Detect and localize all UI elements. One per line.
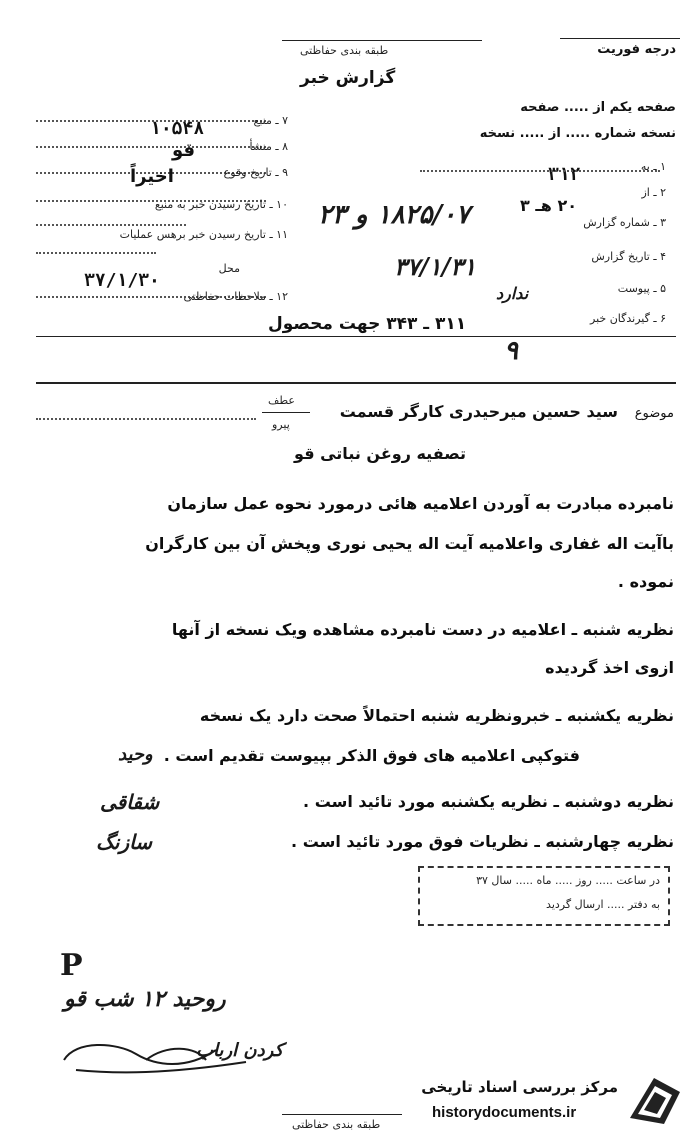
archive-url[interactable]: historydocuments.ir (432, 1104, 577, 1121)
field-label-to: ۱ ـ به (640, 160, 666, 173)
field-value-event-date: اخیراً (130, 166, 174, 187)
field-value-origin: قو (172, 140, 196, 161)
body-para1-line2: باآیت اله غفاری واعلامیه آیت اله یحیی نوری وپخش آن بین کارگران (145, 534, 674, 553)
opinion-monday: نظریه دوشنبه ـ نظریه یکشنبه مورد تائید است . (303, 792, 674, 811)
archive-logo-icon (624, 1072, 686, 1130)
classification-bottom: طبقه بندی حفاظتی (292, 1118, 381, 1131)
field-value-from: ۲۰ هـ ۳ (520, 196, 577, 215)
signature-shaghaghi: شقاقی (100, 790, 160, 814)
field-label-recipients: ۶ ـ گیرندگان خبر (590, 312, 666, 325)
subject-ref-top: عطف (268, 394, 295, 407)
field-label-origin: ۸ ـ منشأ (249, 140, 288, 153)
page-count-label: صفحه یکم از ..... صفحه (520, 100, 676, 115)
body-para1-line3: نموده . (617, 572, 674, 591)
subject-ref-bottom: پیرو (272, 418, 290, 431)
copy-count-label: نسخه شماره ..... از ..... نسخه (479, 126, 676, 141)
field-value-report-number: ۱۸۲۵/۰۷ و ۲۳ (318, 200, 470, 230)
field-value-location: ۳۷/۱/۳۰ (84, 270, 160, 291)
classification-top: طبقه بندی حفاظتی (300, 44, 389, 57)
field-label-report-number: ۳ ـ شماره گزارش (583, 216, 666, 229)
field-label-report-date: ۴ ـ تاریخ گزارش (591, 250, 666, 263)
subject-label: موضوع (634, 406, 674, 421)
handwritten-note-night: روحید ۱۲ شب قو (64, 986, 226, 1012)
stamp-line-2: به دفتر ..... ارسال گردید (546, 898, 660, 911)
handwritten-mark: ٩ (504, 336, 518, 366)
field-value-to: ۳۱۲ (548, 164, 581, 185)
field-label-date-to-ops: ۱۱ ـ تاریخ رسیدن خبر برهس عملیات (119, 228, 288, 241)
field-value-attachment: ندارد (496, 284, 529, 303)
archive-name: مرکز بررسی اسناد تاریخی (421, 1078, 618, 1096)
body-para1-line1: نامبرده مبادرت به آوردن اعلامیه هائی درمورد نحوه عمل سازمان (167, 494, 674, 513)
field-label-source: ۷ ـ منبع (253, 114, 288, 127)
field-label-attachment: ۵ ـ پیوست (617, 282, 666, 295)
field-value-source: ۱۰۵۴۸ (150, 118, 205, 139)
report-title: گزارش خبر (300, 68, 396, 88)
subject-text: سید حسین میرحیدری کارگر قسمت (339, 402, 618, 421)
handwritten-note-name: کردن ارباب (196, 1040, 284, 1061)
handwritten-note-p: P (60, 948, 83, 983)
field-label-from: ۲ ـ از (641, 186, 666, 199)
field-value-recipients: ۳۱۱ ـ ۳۴۳ جهت محصول (268, 314, 467, 334)
field-label-security-notes: ۱۲ ـ ملاحظات حفاظتی (183, 290, 288, 303)
opinion-wednesday: نظریه چهارشنبه ـ نظریات فوق مورد تائید است . (291, 832, 674, 851)
signature-sazang: سازنگ (96, 830, 152, 854)
field-label-location: محل (218, 262, 240, 275)
subject-line-2: تصفیه روغن نباتی قو (294, 444, 466, 463)
dispatch-stamp (418, 866, 670, 926)
stamp-line-1: در ساعت ..... روز ..... ماه ..... سال ۳۷ (476, 874, 660, 887)
field-value-report-date: ۳۷/۱/۳۱ (394, 252, 476, 281)
opinion-sunday-line2: فتوکپی اعلامیه های فوق الذکر بپیوست تقدیم است . (163, 746, 580, 765)
opinion-sunday-line1: نظریه یکشنبه ـ خبرونظریه شنبه احتمالاً صحت دارد یک نسخه (199, 706, 674, 725)
field-label-event-date: ۹ ـ تاریخ وقوع (223, 166, 288, 179)
signature-vahid: وحید (118, 744, 153, 765)
field-label-date-to-source: ۱۰ ـ تاریخ رسیدن خبر به منبع (154, 198, 288, 211)
opinion-saturday-line1: نظریه شنبه ـ اعلامیه در دست نامبرده مشاهده ویک نسخه از آنها (171, 620, 674, 639)
priority-label: درجه فوریت (597, 42, 676, 57)
opinion-saturday-line2: ازوی اخذ گردیده (545, 658, 674, 677)
